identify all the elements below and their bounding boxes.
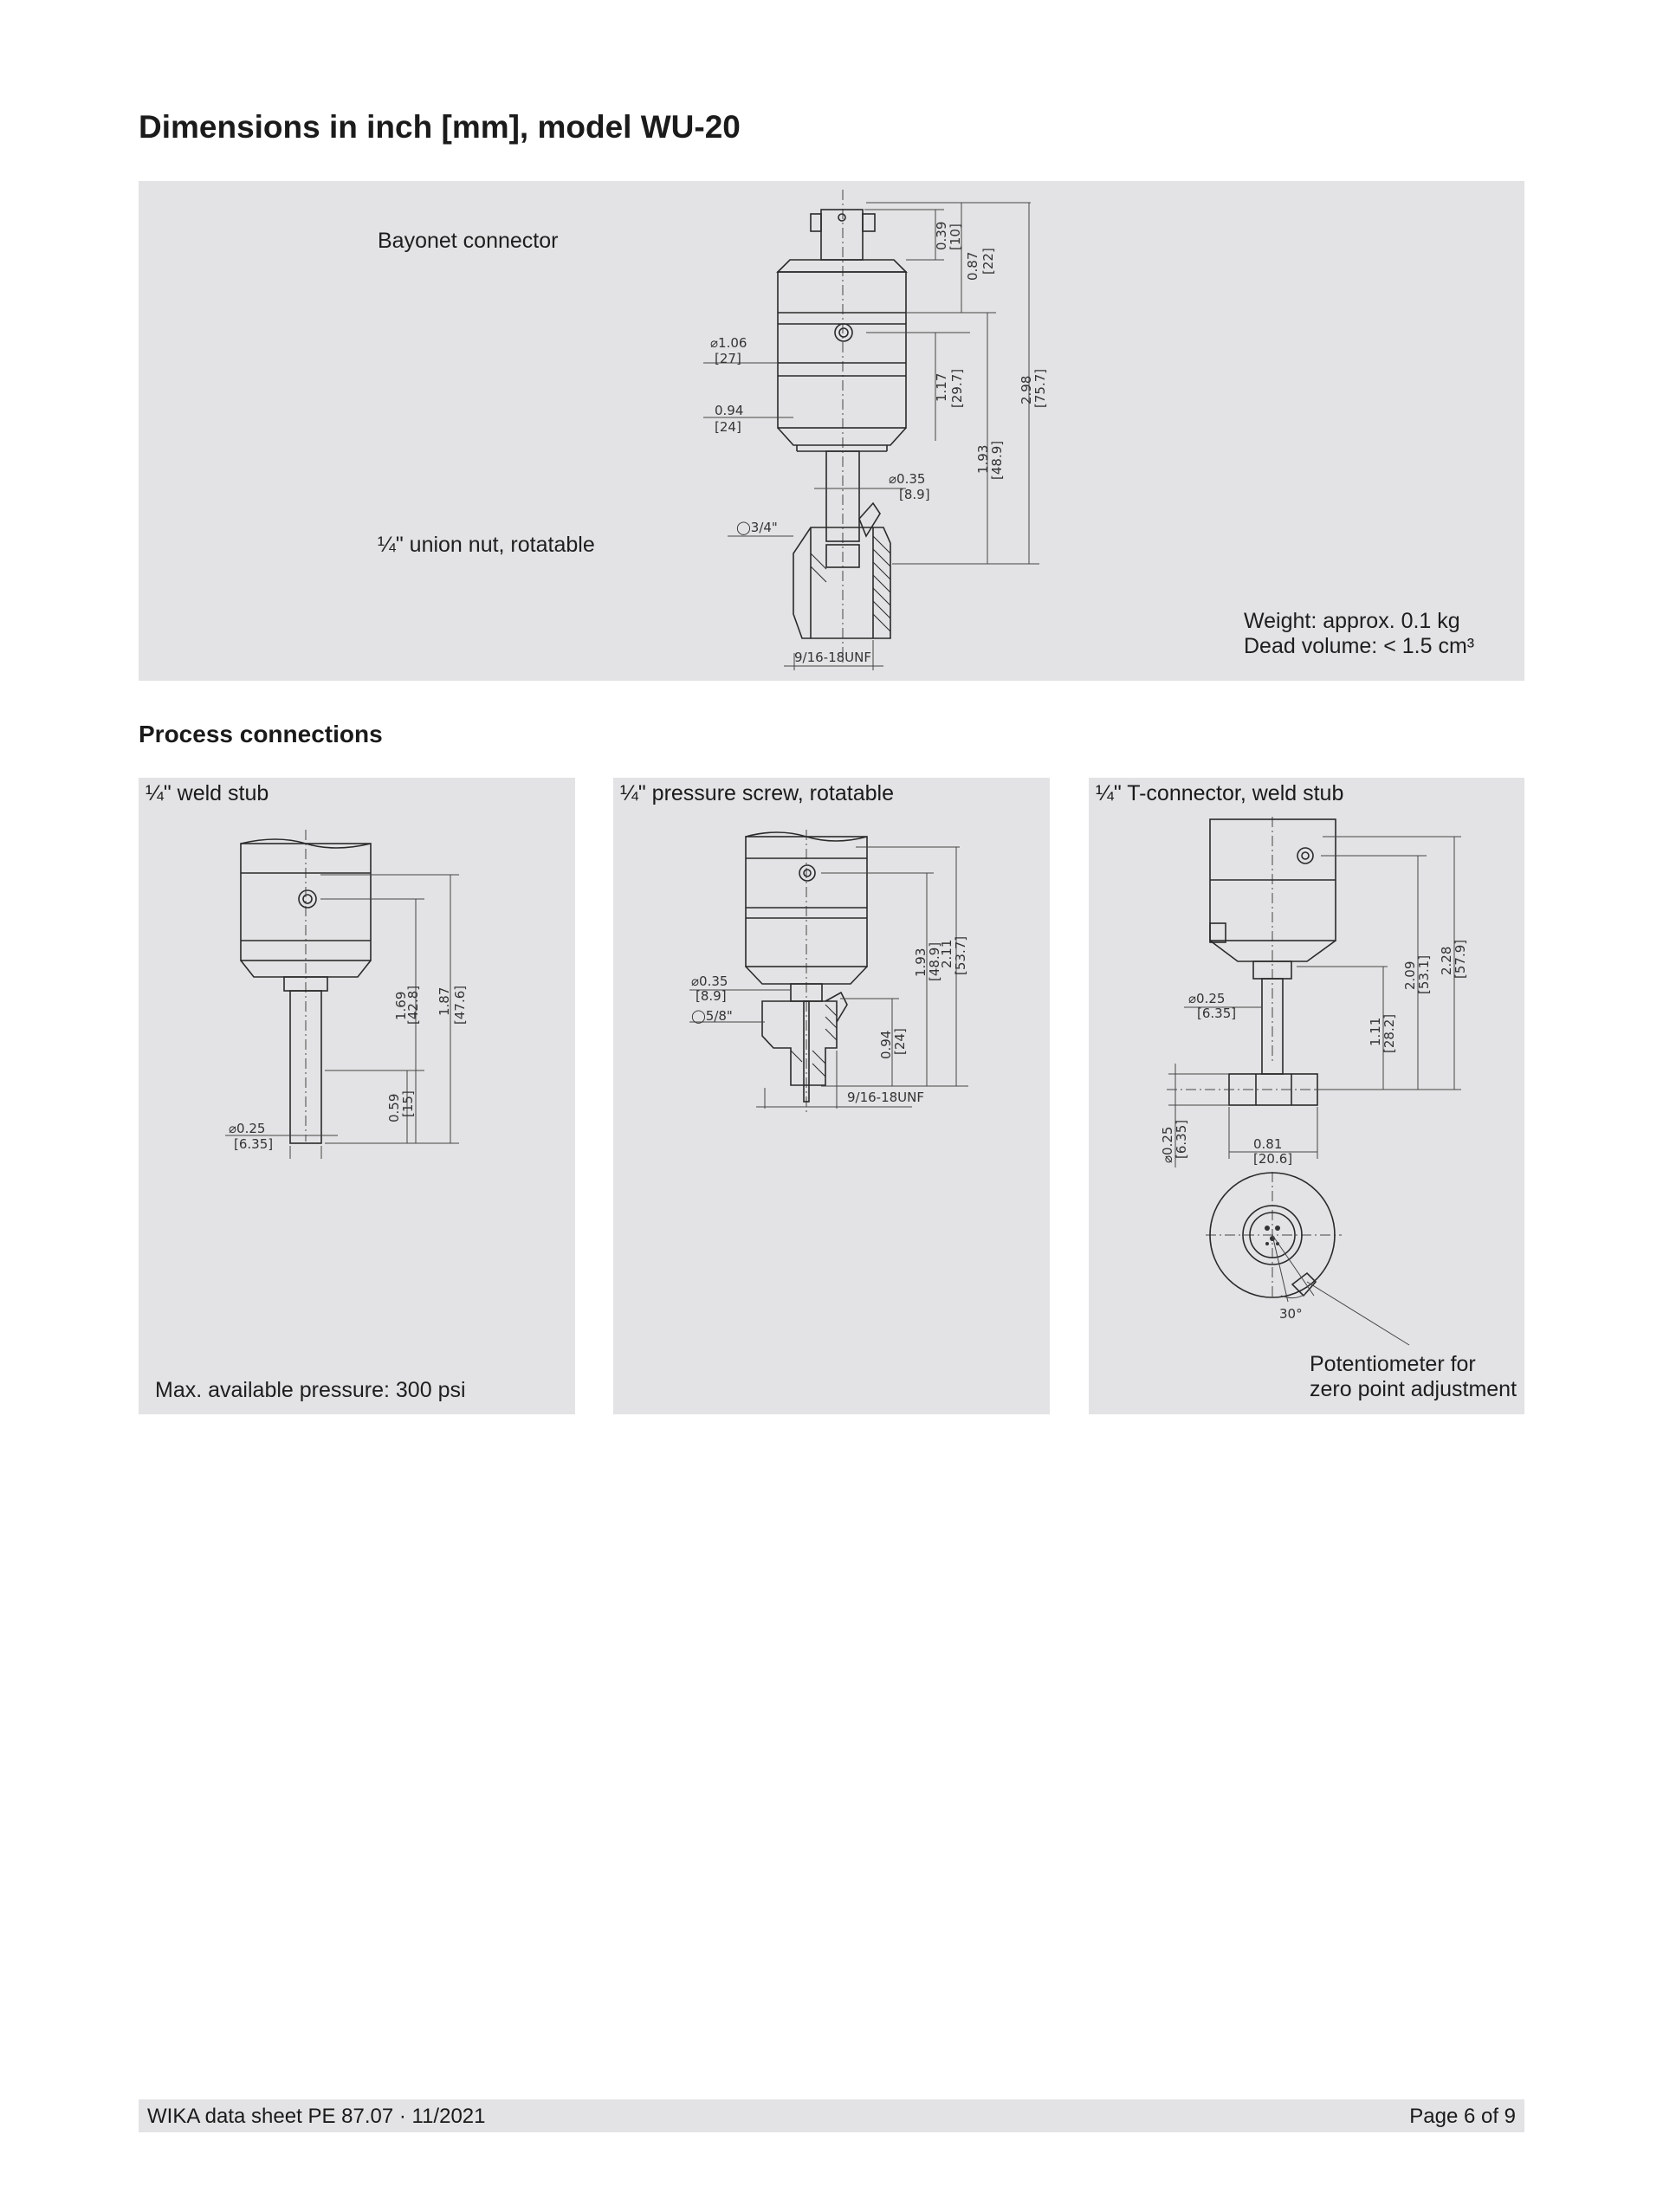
potentiometer-note-1: Potentiometer for xyxy=(1310,1352,1476,1376)
footer-datasheet-ref: WIKA data sheet PE 87.07 · 11/2021 xyxy=(147,2105,486,2128)
section-hatch xyxy=(811,536,890,631)
bayonet-connector-label: Bayonet connector xyxy=(378,229,559,253)
screw-dim-211: 2.11 xyxy=(939,939,954,968)
tconn-dim-635: [6.35] xyxy=(1197,1006,1237,1021)
screw-dim-094: 0.94 xyxy=(878,1030,894,1059)
dim-117: 1.17 xyxy=(934,372,949,402)
page-title: Dimensions in inch [mm], model WU-20 xyxy=(139,109,741,145)
page-footer xyxy=(139,2099,1524,2132)
dim-298: 2.98 xyxy=(1019,375,1034,404)
dim-10: [10] xyxy=(948,223,963,250)
screw-dim-537: [53.7] xyxy=(953,935,968,975)
main-technical-drawing xyxy=(139,181,1524,681)
weld-stub-drawing xyxy=(139,778,575,1414)
tconn-dim-081: 0.81 xyxy=(1253,1136,1283,1152)
dim-039: 0.39 xyxy=(934,221,949,250)
tconn-dim-111: 1.11 xyxy=(1368,1017,1383,1046)
max-pressure-note: Max. available pressure: 300 psi xyxy=(155,1378,466,1402)
weld-dim-187: 1.87 xyxy=(437,986,452,1016)
bayonet-pin-left xyxy=(811,214,821,231)
tconn-angle: 30° xyxy=(1279,1306,1303,1322)
screw-dim-193: 1.93 xyxy=(913,948,929,977)
dim-297: [29.7] xyxy=(949,368,965,408)
dim-dia035: ⌀0.35 xyxy=(889,471,926,487)
dead-volume-label: Dead volume: < 1.5 cm³ xyxy=(1244,634,1475,658)
pressure-screw-nut xyxy=(762,1001,837,1085)
screw-dim-thread: 9/16-18UNF xyxy=(847,1090,925,1105)
dim-24: [24] xyxy=(715,419,741,435)
weld-dim-059: 0.59 xyxy=(386,1093,402,1122)
dim-dia106: ⌀1.06 xyxy=(710,335,747,351)
bayonet-top xyxy=(821,210,863,260)
pressure-screw-drawing xyxy=(613,778,1050,1414)
tconn-dim-v025: ⌀0.25 xyxy=(1160,1126,1175,1163)
t-connector-panel xyxy=(1089,778,1524,1414)
tconn-dim-282: [28.2] xyxy=(1382,1013,1397,1053)
process-connections-heading: Process connections xyxy=(139,721,383,747)
dim-hex34: ◯3/4" xyxy=(736,520,778,535)
weight-label: Weight: approx. 0.1 kg xyxy=(1244,609,1460,633)
potentiometer-screw xyxy=(839,328,848,337)
tconn-dim-dia025: ⌀0.25 xyxy=(1188,991,1226,1006)
bayonet-marker xyxy=(838,214,845,221)
tconn-dim-228: 2.28 xyxy=(1439,946,1454,975)
screw-dim-489: [48.9] xyxy=(927,941,942,981)
dim-489: [48.9] xyxy=(989,440,1005,480)
dim-757: [75.7] xyxy=(1032,368,1048,408)
bayonet-pin-right xyxy=(863,214,875,231)
nut-cut-section xyxy=(859,503,880,536)
weld-dim-dia025: ⌀0.25 xyxy=(229,1121,266,1136)
weld-dim-15: [15] xyxy=(400,1090,416,1117)
dim-thread: 9/16-18UNF xyxy=(794,650,872,665)
dim-22: [22] xyxy=(980,248,996,275)
screw-dim-dia035: ⌀0.35 xyxy=(691,973,728,989)
screw-dim-hex58: ◯5/8" xyxy=(691,1008,733,1024)
dim-087: 0.87 xyxy=(965,251,980,281)
pressure-screw-panel xyxy=(613,778,1050,1414)
union-nut-label: ¼" union nut, rotatable xyxy=(378,533,595,557)
potentiometer-note-2: zero point adjustment xyxy=(1310,1377,1517,1401)
tconn-dim-v635: [6.35] xyxy=(1174,1119,1189,1159)
weld-stub-panel xyxy=(139,778,575,1414)
t-connector-title: ¼" T-connector, weld stub xyxy=(1096,781,1344,805)
weld-dim-635: [6.35] xyxy=(234,1136,274,1152)
potentiometer-hole xyxy=(835,324,852,341)
tconn-dim-579: [57.9] xyxy=(1453,939,1468,979)
body-housing xyxy=(778,272,906,428)
dim-dia27: [27] xyxy=(715,351,741,366)
dim-89: [8.9] xyxy=(899,487,930,502)
body-chamfer-bottom xyxy=(778,428,906,445)
main-drawing-panel xyxy=(139,181,1524,681)
weld-dim-428: [42.8] xyxy=(405,985,421,1025)
tconn-dim-209: 2.09 xyxy=(1402,960,1418,990)
body-chamfer-top xyxy=(778,260,906,272)
tconn-dim-531: [53.1] xyxy=(1416,954,1432,994)
footer-page-number: Page 6 of 9 xyxy=(1409,2105,1516,2128)
weld-stub-title: ¼" weld stub xyxy=(146,781,269,805)
dim-094: 0.94 xyxy=(715,403,744,418)
screw-dim-89: [8.9] xyxy=(696,988,727,1004)
weld-dim-476: [47.6] xyxy=(452,985,468,1025)
weld-dim-169: 1.69 xyxy=(393,991,409,1020)
dim-193: 1.93 xyxy=(975,444,991,474)
t-connector-drawing xyxy=(1089,778,1524,1414)
tconn-dim-206: [20.6] xyxy=(1253,1151,1293,1167)
screw-dim-24: [24] xyxy=(892,1028,908,1055)
pressure-screw-title: ¼" pressure screw, rotatable xyxy=(620,781,894,805)
